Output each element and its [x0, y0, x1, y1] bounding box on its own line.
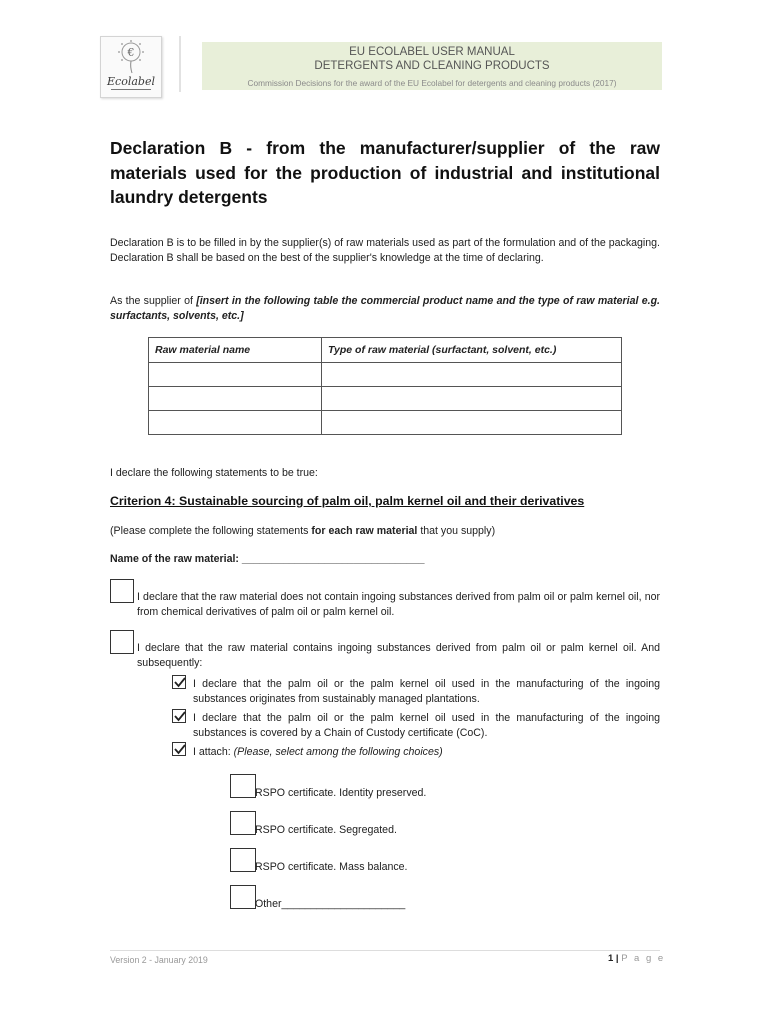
- choice-identity-preserved-label: RSPO certificate. Identity preserved.: [255, 787, 427, 799]
- sub3-prefix: I attach:: [193, 746, 234, 758]
- complete-suffix: that you supply): [417, 525, 496, 537]
- raw-material-name-field: [110, 552, 660, 567]
- logo-text: Ecolabel: [107, 75, 155, 88]
- checkmark-icon: [173, 676, 187, 690]
- header-line-1: EU ECOLABEL USER MANUAL: [349, 46, 515, 58]
- sub3-italic: (Please, select among the following choices): [233, 746, 443, 758]
- page-word: P a g e: [621, 953, 666, 964]
- name-label: Name of the raw material:: [110, 553, 242, 565]
- option2-checkbox[interactable]: [110, 630, 134, 654]
- page-separator: |: [613, 953, 622, 964]
- choice-mass-balance-label: RSPO certificate. Mass balance.: [255, 861, 408, 873]
- page-number: 1: [608, 953, 614, 964]
- header-band: [202, 42, 662, 90]
- choice-identity-preserved-checkbox[interactable]: [230, 774, 256, 798]
- supplier-insert: [insert in the following table the commercial product name and the type of raw material e.g. surfactants, solvents, etc.]: [110, 295, 661, 322]
- svg-text:€: €: [127, 46, 135, 59]
- checkmark-icon: [173, 743, 187, 757]
- choice-mass-balance-checkbox[interactable]: [230, 848, 256, 872]
- supplier-prefix: As the supplier of: [110, 295, 197, 307]
- declare-statement: I declare the following statements to be true:: [110, 467, 318, 479]
- header-line-2: DETERGENTS AND CLEANING PRODUCTS: [314, 60, 550, 72]
- choice-segregated-checkbox[interactable]: [230, 811, 256, 835]
- table-cell[interactable]: [322, 363, 622, 387]
- table-row: [149, 387, 622, 411]
- header-type-of-raw-material: Type of raw material (surfactant, solvent, etc.): [322, 338, 622, 363]
- footer-page: [608, 953, 665, 964]
- header-line-3: Commission Decisions for the award of the EU Ecolabel for detergents and cleaning products (2017): [247, 78, 617, 88]
- ecolabel-logo: [100, 36, 162, 98]
- intro-paragraph: Declaration B is to be filled in by the supplier(s) of raw materials used as part of the formulation and of the packaging. Declaration B shall be based on the best of the supplier's knowledge at the time of declaring.: [110, 237, 660, 264]
- table-cell[interactable]: [322, 387, 622, 411]
- footer-divider: [110, 950, 660, 951]
- table-header-row: [149, 338, 622, 363]
- header-raw-material-name: Raw material name: [149, 338, 322, 363]
- sub2-checkbox[interactable]: [172, 709, 186, 723]
- complete-prefix: (Please complete the following statements: [110, 525, 312, 537]
- choice-other-label[interactable]: Other_____________________: [255, 898, 406, 910]
- table-row: [149, 363, 622, 387]
- page-title: Declaration B - from the manufacturer/supplier of the raw materials used for the production of industrial and institutional laundry detergents: [110, 138, 660, 207]
- checkmark-icon: [173, 710, 187, 724]
- complete-instruction: [110, 524, 660, 539]
- sub1-text: I declare that the palm oil or the palm kernel oil used in the manufacturing of the ingoing substances originates from sustainably managed plantations.: [193, 678, 660, 705]
- criterion-heading: Criterion 4: Sustainable sourcing of palm oil, palm kernel oil and their derivatives: [110, 494, 585, 508]
- option2-text: I declare that the raw material contains ingoing substances derived from palm oil or palm kernel oil. And subsequently:: [137, 642, 660, 669]
- table-row: [149, 411, 622, 435]
- table-cell[interactable]: [149, 387, 322, 411]
- table-cell[interactable]: [322, 411, 622, 435]
- sub3-checkbox[interactable]: [172, 742, 186, 756]
- table-cell[interactable]: [149, 411, 322, 435]
- footer-version: Version 2 - January 2019: [110, 955, 208, 965]
- supplier-paragraph: [110, 294, 660, 323]
- header-separator: [179, 36, 181, 92]
- sub3-text: [193, 745, 660, 760]
- raw-material-table: [148, 337, 622, 435]
- option1-checkbox[interactable]: [110, 579, 134, 603]
- logo-underline: [111, 89, 151, 90]
- option1-text: I declare that the raw material does not contain ingoing substances derived from palm oil or palm kernel oil, nor from chemical derivatives of palm oil or palm kernel oil.: [137, 591, 660, 618]
- sub1-checkbox[interactable]: [172, 675, 186, 689]
- flower-icon: [101, 37, 161, 77]
- complete-bold: for each raw material: [311, 525, 418, 537]
- sub2-text: I declare that the palm oil or the palm kernel oil used in the manufacturing of the ingoing substances is covered by a Chain of Custody certificate (CoC).: [193, 712, 660, 739]
- table-cell[interactable]: [149, 363, 322, 387]
- name-blank[interactable]: _______________________________: [241, 553, 425, 565]
- choice-other-checkbox[interactable]: [230, 885, 256, 909]
- choice-segregated-label: RSPO certificate. Segregated.: [255, 824, 397, 836]
